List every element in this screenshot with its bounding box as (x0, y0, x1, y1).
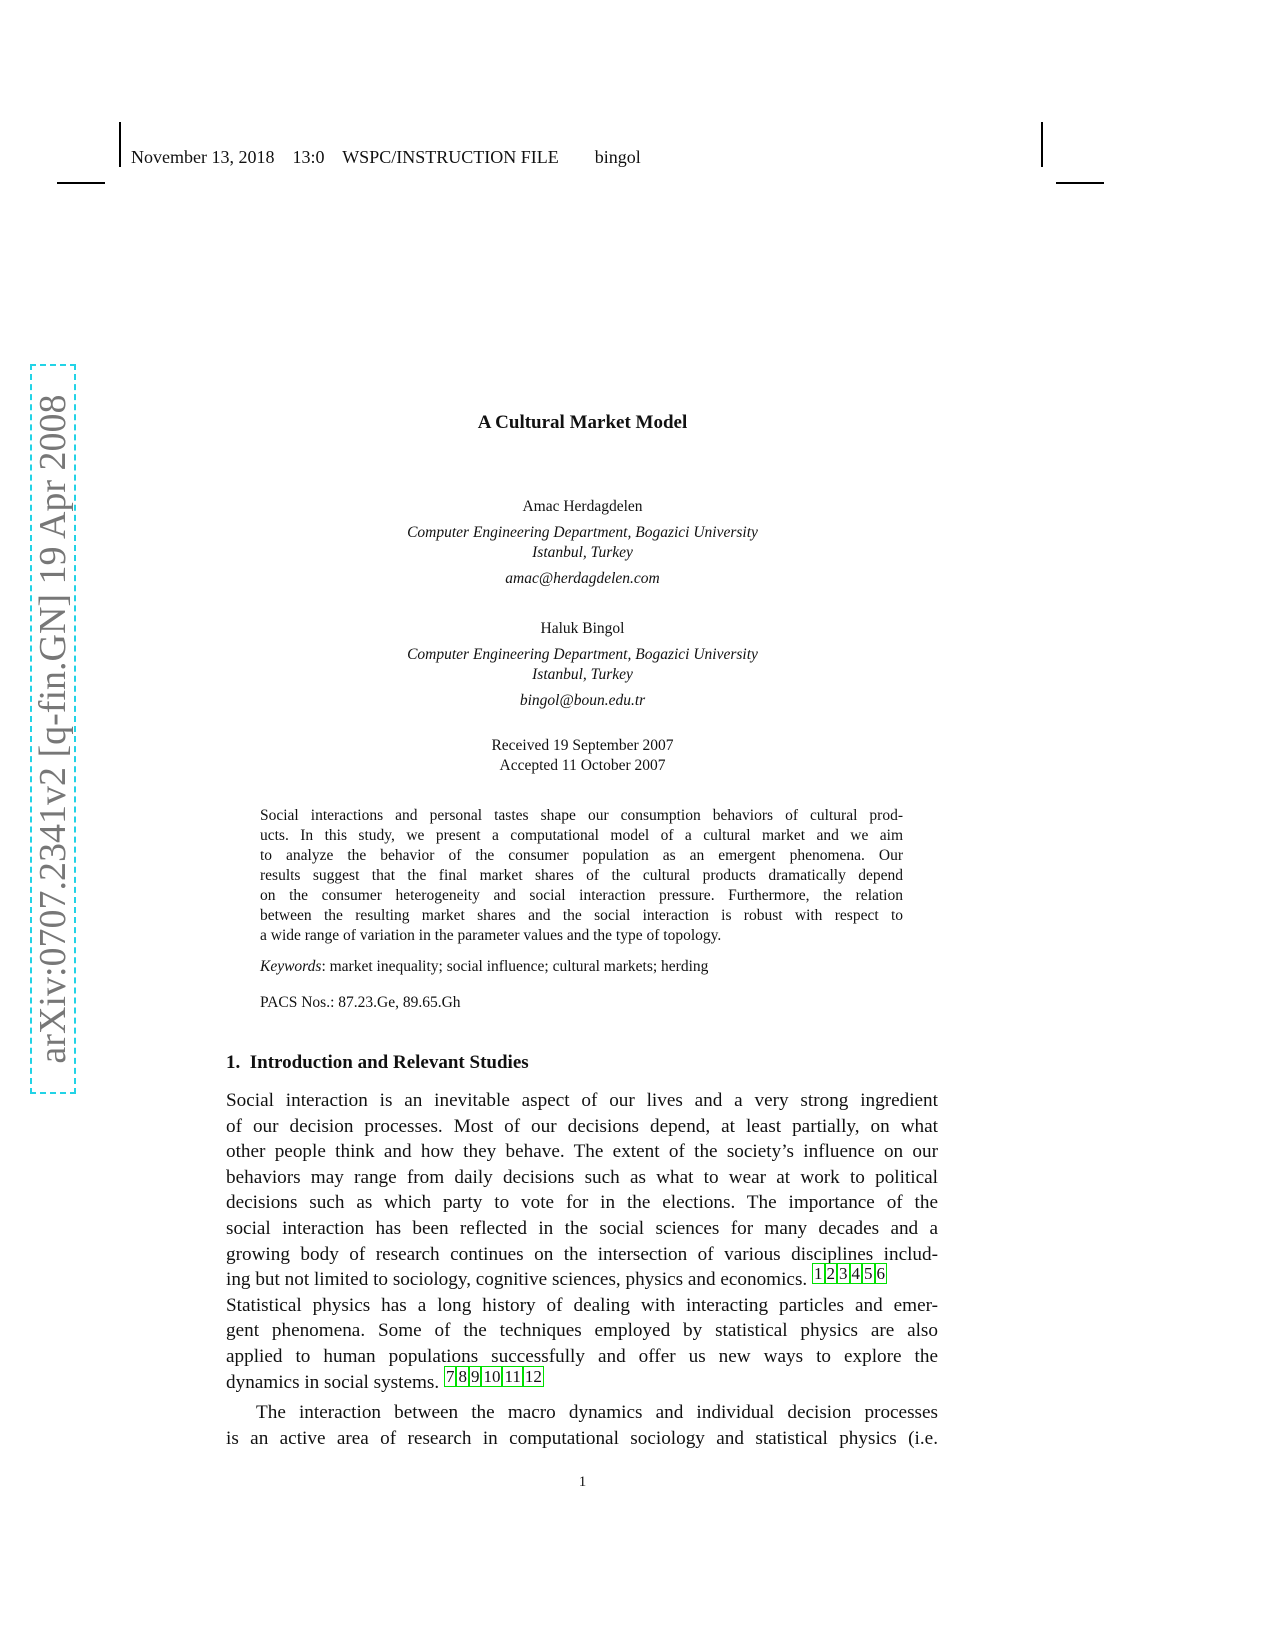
header-date: November 13, 2018 (131, 147, 275, 167)
crop-mark (1041, 122, 1043, 167)
header-file: WSPC/INSTRUCTION FILE (342, 147, 559, 167)
body-line (226, 1344, 938, 1370)
abstract-line: to analyze the behavior of the consumer population as an emergent phenomena. Our (260, 847, 903, 864)
body-line-text: Social interaction is an inevitable aspect of our lives and a very strong ingredient (226, 1090, 938, 1111)
author-location: Istanbul, Turkey (532, 666, 633, 683)
body-line (226, 1190, 938, 1216)
crop-mark (57, 182, 105, 184)
abstract-line: between the resulting market shares and the social interaction is robust with respect to (260, 907, 903, 924)
body-line-text: Statistical physics has a long history of dealing with interacting particles and emer- (226, 1294, 938, 1316)
section-number: 1. (226, 1052, 241, 1073)
paper-title: A Cultural Market Model (477, 412, 688, 433)
keywords-text: : market inequality; social influence; cultural markets; herding (321, 958, 709, 975)
body-line-text: applied to human populations successfully and offer us new ways to explore the (226, 1345, 938, 1367)
abstract-line: ucts. In this study, we present a computational model of a cultural market and we aim (260, 827, 903, 844)
keywords-label: Keywords (260, 958, 322, 975)
author-block (0, 497, 1165, 589)
body-line (226, 1114, 938, 1140)
section-title: Introduction and Relevant Studies (249, 1052, 529, 1073)
body-line (226, 1139, 938, 1165)
body-line (226, 1366, 938, 1396)
section-heading (226, 1052, 529, 1074)
body-line-text: is an active area of research in computational sociology and statistical physics (i.e. (226, 1427, 938, 1449)
pacs: PACS Nos.: 87.23.Ge, 89.65.Gh (260, 994, 461, 1011)
body-line (226, 1426, 938, 1452)
abstract-line: on the consumer heterogeneity and social interaction pressure. Furthermore, the relation (260, 887, 903, 904)
accepted-date: Accepted 11 October 2007 (499, 757, 666, 774)
body-line-text: other people think and how they behave. The extent of the society’s influence on our (226, 1141, 938, 1163)
running-header (131, 147, 641, 168)
arxiv-stamp[interactable]: arXiv:0707.2341v2 [q-fin.GN] 19 Apr 2008 (30, 364, 76, 1094)
abstract-line: results suggest that the final market shares of the cultural products dramatically depend (260, 867, 903, 884)
citation-link[interactable]: 6 (876, 1264, 886, 1284)
author-affiliation: Computer Engineering Department, Bogazici University (407, 524, 758, 541)
body-line (226, 1264, 938, 1293)
body-line (226, 1216, 938, 1242)
body-line (226, 1400, 938, 1426)
body-line-text: dynamics in social systems. (226, 1371, 440, 1393)
citation-link[interactable]: 1 (814, 1264, 823, 1284)
body-line-text: growing body of research continues on the intersection of various disciplines includ- (226, 1243, 938, 1265)
author-email[interactable]: bingol@boun.edu.tr (519, 692, 646, 709)
author-name: Haluk Bingol (540, 620, 625, 637)
citation-link[interactable]: 8 (458, 1366, 467, 1386)
header-name: bingol (594, 147, 641, 167)
citation-link[interactable]: 12 (524, 1366, 542, 1386)
body-text (226, 1088, 938, 1451)
body-line-text: The interaction between the macro dynamics and individual decision processes (256, 1402, 938, 1424)
body-line (226, 1318, 938, 1344)
body-line-text: behaviors may range from daily decisions such as what to wear at work to political (226, 1166, 938, 1188)
citation-link[interactable]: 11 (504, 1366, 521, 1386)
keywords (260, 958, 708, 976)
abstract-line: Social interactions and personal tastes shape our consumption behaviors of cultural prod- (260, 807, 903, 824)
citation-link[interactable]: 5 (864, 1264, 873, 1284)
citation-link[interactable]: 9 (470, 1366, 480, 1386)
citation-link[interactable]: 4 (851, 1264, 861, 1284)
crop-mark (1056, 182, 1104, 184)
author-block (0, 619, 1165, 711)
citation-link[interactable]: 3 (839, 1264, 848, 1284)
body-line-text: decisions such as which party to vote for in the elections. The importance of the (226, 1192, 938, 1214)
received-date: Received 19 September 2007 (491, 737, 674, 754)
crop-mark (119, 122, 121, 167)
body-line (226, 1293, 938, 1319)
body-line-text: ing but not limited to sociology, cognitive sciences, physics and economics. (226, 1269, 808, 1291)
citation-link[interactable]: 2 (826, 1264, 836, 1284)
author-name: Amac Herdagdelen (522, 498, 643, 515)
author-email[interactable]: amac@herdagdelen.com (505, 570, 660, 587)
abstract (260, 806, 903, 946)
body-line-text: social interaction has been reflected in the social sciences for many decades and a (226, 1217, 938, 1239)
abstract-line: a wide range of variation in the parameter values and the type of topology. (260, 927, 722, 944)
citation-link[interactable]: 7 (445, 1366, 455, 1386)
author-affiliation: Computer Engineering Department, Bogazici University (407, 646, 758, 663)
body-line-text: gent phenomena. Some of the techniques employed by statistical physics are also (226, 1320, 938, 1342)
page-number: 1 (578, 1474, 587, 1490)
dates (0, 736, 1165, 776)
body-line-text: of our decision processes. Most of our decisions depend, at least partially, on what (226, 1115, 938, 1137)
body-line (226, 1165, 938, 1191)
body-line (226, 1088, 938, 1114)
citation-link[interactable]: 10 (483, 1366, 501, 1386)
header-time: 13:0 (292, 147, 325, 167)
author-location: Istanbul, Turkey (532, 544, 633, 561)
